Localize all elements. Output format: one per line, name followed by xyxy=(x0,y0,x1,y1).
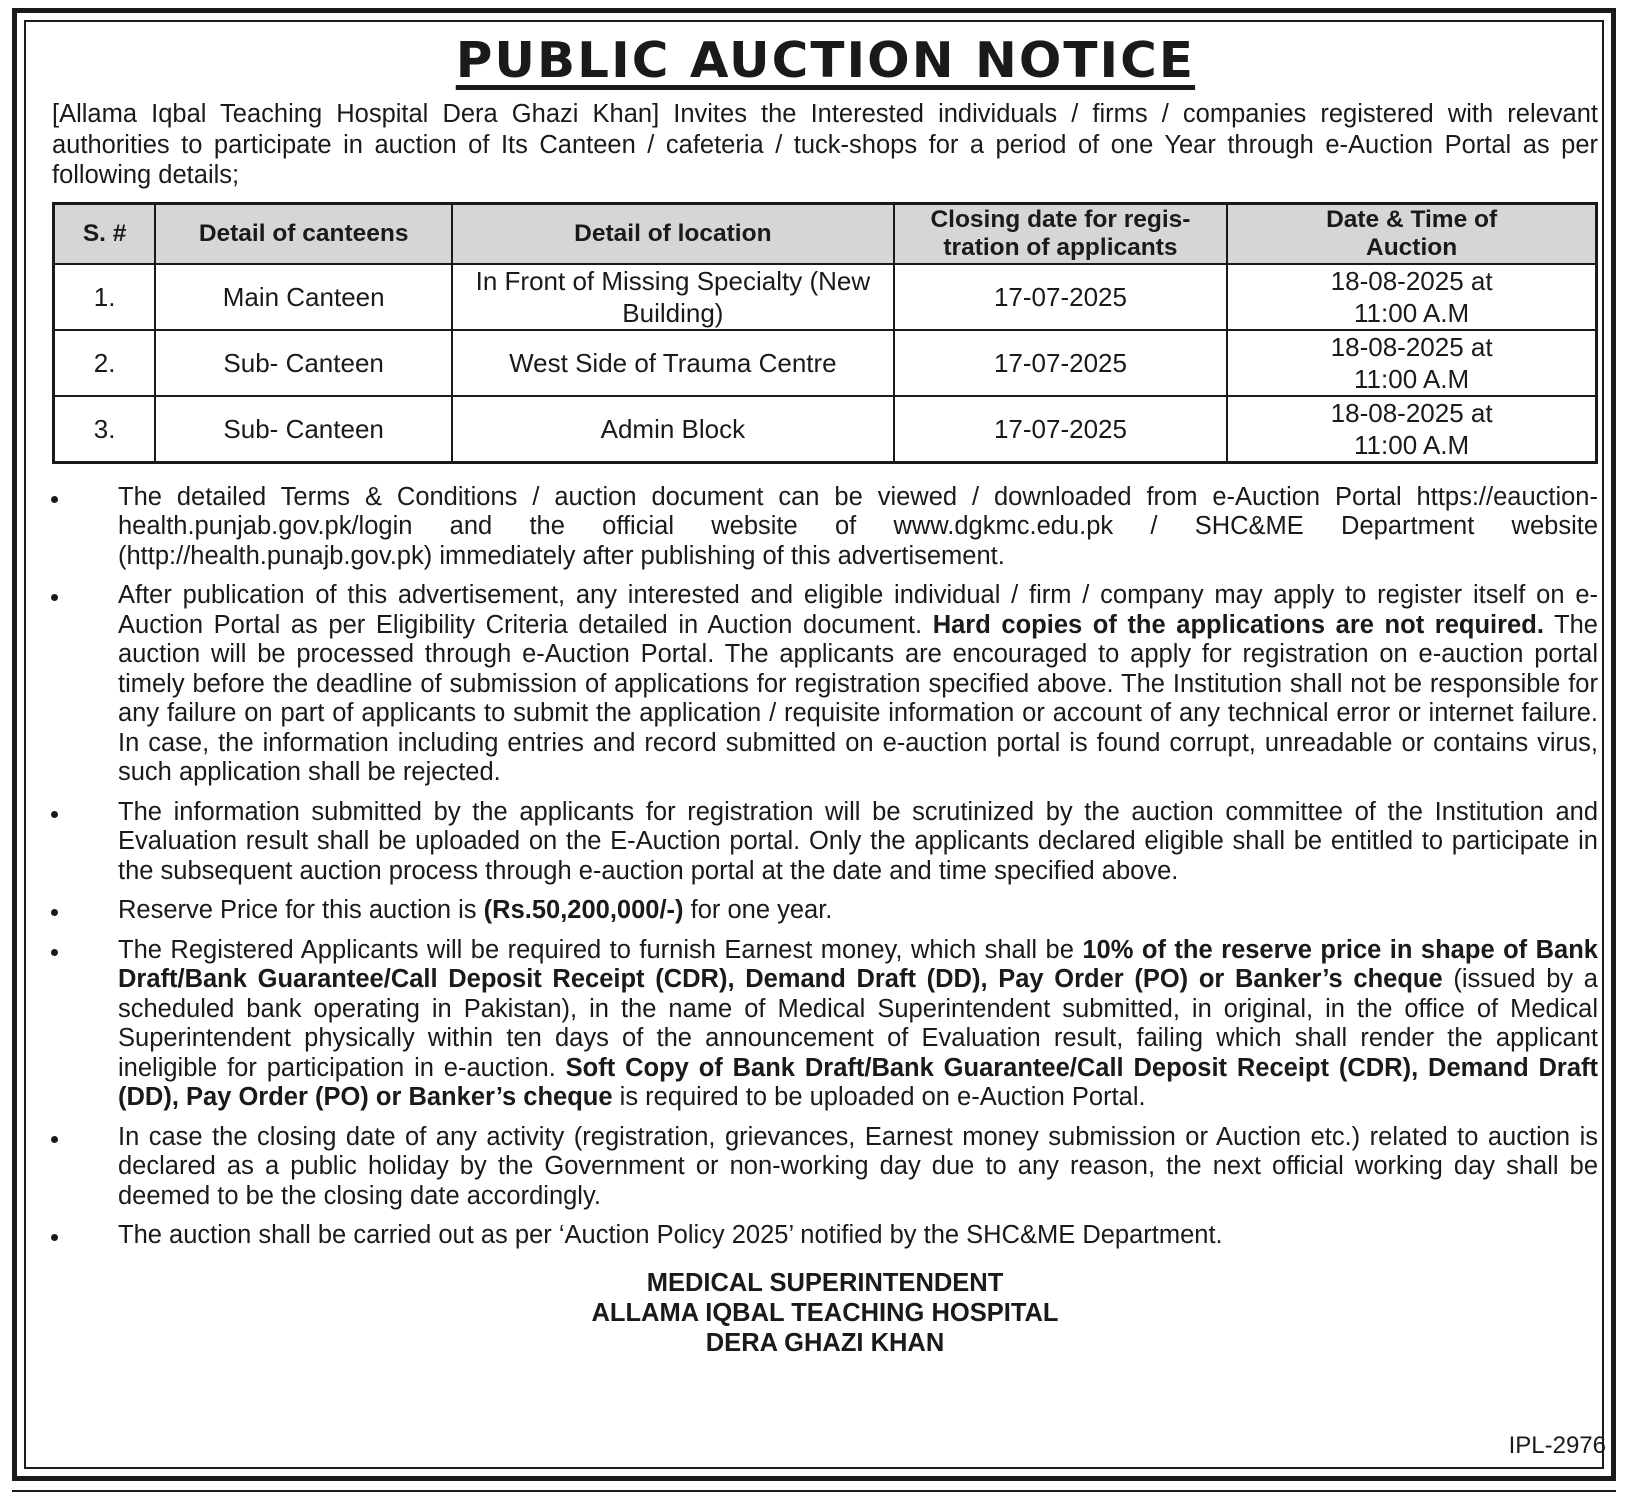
header-canteen-text: Detail of canteens xyxy=(198,219,409,247)
notice-title xyxy=(52,30,1598,89)
list-item xyxy=(52,936,1598,1113)
bullet-text: The auction will be processed through e-Auction Portal. The applicants are encouraged to apply for registration on e-auction portal timely before the deadline of submission of applications for registration specified above. The Institution shall not be responsible for any failure on part of applicants to submit the application / requisite information or account of any technical error or internet failure. In case, the information including entries and record submitted on e-auction portal is found corrupt, unreadable or contains virus, such application shall be rejected. xyxy=(118,610,1598,786)
cell-location: Admin Block xyxy=(452,396,894,463)
signature-organization: ALLAMA IQBAL TEACHING HOSPITAL xyxy=(591,1298,1059,1327)
header-auction-text: Date & Time of Auction xyxy=(1326,205,1498,261)
cell-sno: 2. xyxy=(54,330,156,396)
cell-canteen: Main Canteen xyxy=(155,264,452,330)
bullet-dot-icon xyxy=(51,949,58,956)
cell-location: In Front of Missing Specialty (New Building) xyxy=(452,264,894,330)
table-header-row xyxy=(54,203,1597,264)
header-closing-text: Closing date for regis-tration of applicants xyxy=(930,205,1191,261)
header-location-text: Detail of location xyxy=(574,219,772,247)
bullet-bold-text: 10% of the reserve price in shape of Bank Draft/Bank Guarantee/Call Deposit Receipt (CDR), Demand Draft (DD), Pay Order (PO) or Banker’s cheque xyxy=(118,935,1598,993)
notice-content xyxy=(52,30,1598,1358)
signature-title: MEDICAL SUPERINTENDENT xyxy=(646,1268,1004,1297)
bullet-text: for one year. xyxy=(683,896,833,924)
cell-canteen: Sub- Canteen xyxy=(155,330,452,396)
bullet-text: Reserve Price for this auction is xyxy=(118,896,484,924)
bullet-dot-icon xyxy=(51,811,58,818)
list-item xyxy=(52,896,1598,926)
cell-sno: 1. xyxy=(54,264,156,330)
header-location xyxy=(452,203,894,264)
bullet-text: (issued by a scheduled bank operating in Pakistan), in the name of Medical Superintendent submitted, in original, in the office of Medical Superintendent physically within ten days of the announcement of Evaluation result, failing which shall render the applicant ineligible for participation in e-auction. xyxy=(118,965,1598,1082)
cell-canteen: Sub- Canteen xyxy=(155,396,452,463)
signature-block xyxy=(52,1268,1598,1358)
cell-auction-date: 18-08-2025 at 11:00 A.M xyxy=(1227,396,1596,463)
notice-title-text: PUBLIC AUCTION NOTICE xyxy=(455,32,1195,89)
reserve-price: (Rs.50,200,000/-) xyxy=(483,896,684,924)
list-item xyxy=(52,798,1598,887)
bullet-bold-text: Soft Copy of Bank Draft/Bank Guarantee/Call Deposit Receipt (CDR), Demand Draft (DD), Pay Order (PO) or Banker’s cheque xyxy=(118,1053,1599,1111)
bottom-rule xyxy=(12,1490,1616,1492)
list-item xyxy=(52,581,1598,788)
cell-closing-date: 17-07-2025 xyxy=(894,330,1228,396)
bullet-dot-icon xyxy=(51,594,58,601)
cell-closing-date: 17-07-2025 xyxy=(894,396,1228,463)
table-row xyxy=(54,396,1597,463)
cell-location: West Side of Trauma Centre xyxy=(452,330,894,396)
reference-number: IPL-2976 xyxy=(1508,1432,1606,1459)
list-item xyxy=(52,1221,1598,1251)
header-sno-text: S. # xyxy=(82,219,127,247)
bullet-dot-icon xyxy=(51,1136,58,1143)
cell-sno: 3. xyxy=(54,396,156,463)
bullet-dot-icon xyxy=(51,1234,58,1241)
bullet-text: is required to be uploaded on e-Auction Portal. xyxy=(612,1083,1146,1111)
bullet-text: In case the closing date of any activity (registration, grievances, Earnest money submission or Auction etc.) related to auction is declared as a public holiday by the Government or non-working day due to any reason, the next official working day shall be deemed to be the closing date accordingly. xyxy=(118,1122,1598,1210)
list-item xyxy=(52,1123,1598,1212)
signature-city: DERA GHAZI KHAN xyxy=(705,1328,945,1357)
cell-auction-date: 18-08-2025 at 11:00 A.M xyxy=(1227,264,1596,330)
header-canteen xyxy=(155,203,452,264)
list-item xyxy=(52,483,1598,572)
bullet-text: The detailed Terms & Conditions / auction document can be viewed / downloaded from e-Auction Portal https://eauction-health.punjab.gov.pk/login and the official website of www.dgkmc.edu.pk / SHC&ME Department website (http://health.punajb.gov.pk) immediately after publishing of this advertisement. xyxy=(118,482,1598,570)
bullet-text: The auction shall be carried out as per ‘Auction Policy 2025’ notified by the SHC&ME Department. xyxy=(118,1221,1223,1249)
bullet-text: The Registered Applicants will be required to furnish Earnest money, which shall be xyxy=(118,935,1083,964)
terms-list xyxy=(52,483,1598,1251)
cell-closing-date: 17-07-2025 xyxy=(894,264,1228,330)
header-sno xyxy=(54,203,156,264)
bullet-text: After publication of this advertisement, any interested and eligible individual / firm / company may apply to register itself on e-Auction Portal as per Eligibility Criteria detailed in Auction document. xyxy=(118,581,1598,639)
bullet-text: The information submitted by the applicants for registration will be scrutinized by the auction committee of the Institution and Evaluation result shall be uploaded on the E-Auction portal. Only the applicants declared eligible shall be entitled to participate in the subsequent auction process through e-auction portal at the date and time specified above. xyxy=(118,797,1598,885)
header-closing-date xyxy=(894,203,1228,264)
bullet-dot-icon xyxy=(51,496,58,503)
header-auction-date xyxy=(1227,203,1596,264)
bullet-dot-icon xyxy=(51,909,58,916)
cell-auction-date: 18-08-2025 at 11:00 A.M xyxy=(1227,330,1596,396)
intro-paragraph: [Allama Iqbal Teaching Hospital Dera Ghazi Khan] Invites the Interested individuals / firms / companies registered with relevant authorities to participate in auction of Its Canteen / cafeteria / tuck-shops for a period of one Year through e-Auction Portal as per following details; xyxy=(52,100,1598,189)
canteen-table xyxy=(52,202,1598,464)
table-row xyxy=(54,330,1597,396)
table-row xyxy=(54,264,1597,330)
bullet-bold-text: Hard copies of the applications are not required. xyxy=(932,610,1544,639)
